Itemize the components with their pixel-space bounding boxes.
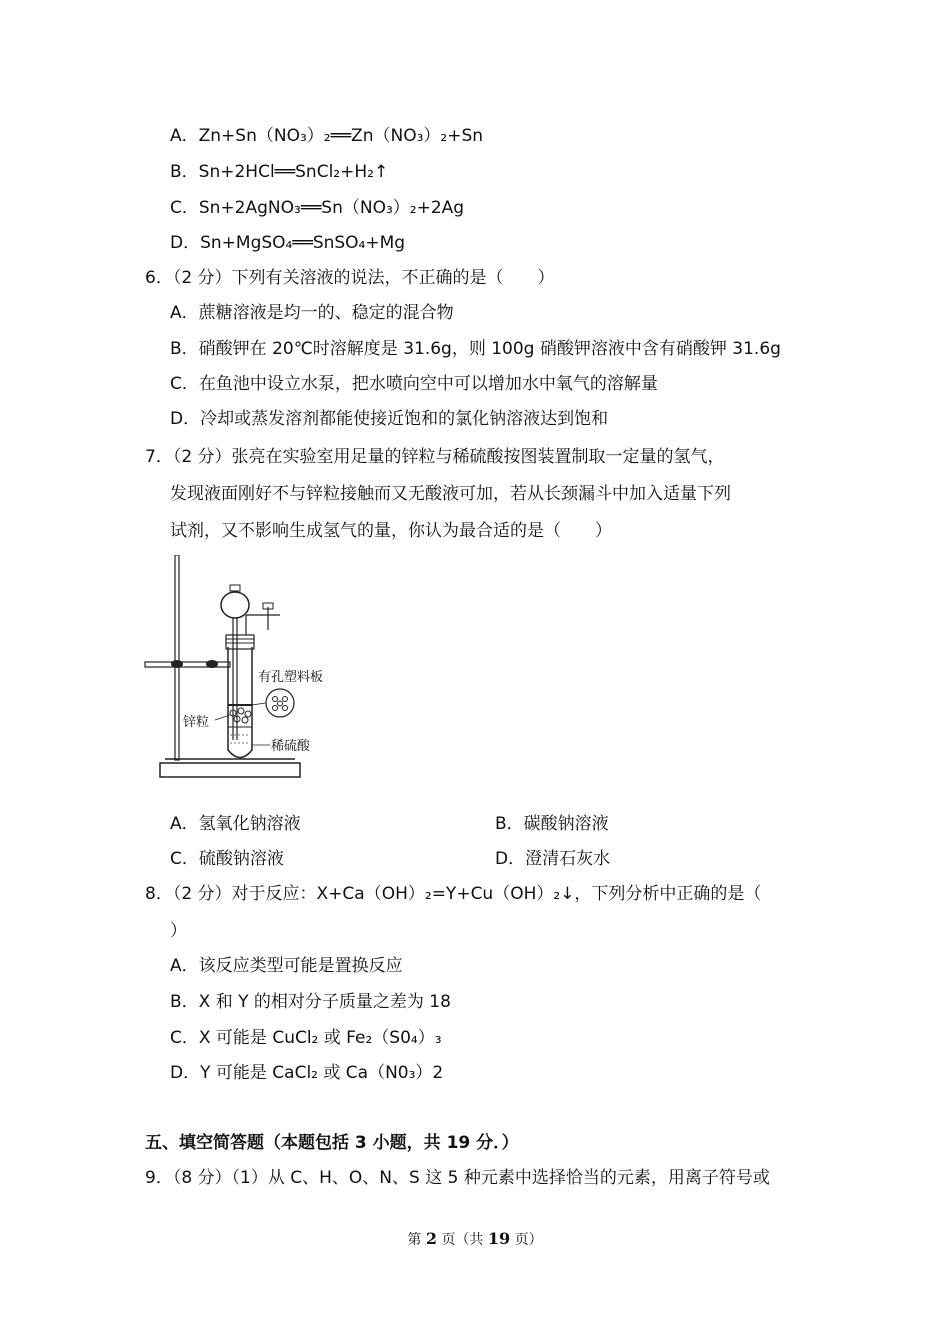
q5-option-d: D．Sn+MgSO₄══SnSO₄+Mg [170, 233, 406, 253]
q8-stem-line2: ） [170, 921, 187, 941]
q8-option-a: A．该反应类型可能是置换反应 [170, 956, 403, 976]
q5-option-b: B．Sn+2HCl══SnCl₂+H₂↑ [170, 162, 389, 182]
page-footer [0, 1229, 950, 1249]
q8-option-d: D．Y 可能是 CaCl₂ 或 Ca（N0₃）2 [170, 1063, 444, 1083]
q6-option-b: B．硝酸钾在 20℃时溶解度是 31.6g，则 100g 硝酸钾溶液中含有硝酸钾 31.6g [170, 339, 781, 359]
hydrogen-apparatus-figure [140, 555, 340, 785]
q6-option-c: C．在鱼池中设立水泵，把水喷向空中可以增加水中氧气的溶解量 [170, 374, 658, 394]
section-heading: 五、填空简答题（本题包括 3 小题，共 19 分．） [145, 1133, 519, 1153]
apparatus-drawing [140, 555, 340, 785]
q5-option-a: A．Zn+Sn（NO₃）₂══Zn（NO₃）₂+Sn [170, 126, 484, 146]
q6-option-d: D．冷却或蒸发溶剂都能使接近饱和的氯化钠溶液达到饱和 [170, 409, 609, 429]
q6-option-a: A．蔗糖溶液是均一的、稳定的混合物 [170, 303, 454, 323]
q7-option-b: B．碳酸钠溶液 [495, 814, 609, 834]
label-zinc: 锌粒 [183, 715, 210, 730]
q7-option-a: A．氢氧化钠溶液 [170, 814, 301, 834]
q9-stem-line1: 9．（8 分）（1）从 C、H、O、N、S 这 5 种元素中选择恰当的元素，用离子符号或 [145, 1168, 770, 1188]
q6-stem: 6．（2 分）下列有关溶液的说法，不正确的是（ ） [145, 268, 555, 288]
q7-stem-line1: 7．（2 分）张亮在实验室用足量的锌粒与稀硫酸按图装置制取一定量的氢气， [145, 447, 725, 467]
q8-stem-line1: 8．（2 分）对于反应：X+Ca（OH）₂=Y+Cu（OH）₂↓，下列分析中正确的是（ [145, 884, 762, 904]
label-acid: 稀硫酸 [271, 739, 311, 754]
q7-option-d: D．澄清石灰水 [495, 849, 611, 869]
footer-middle: 页（共 [441, 1232, 484, 1248]
q8-option-b: B．X 和 Y 的相对分子质量之差为 18 [170, 992, 451, 1012]
footer-prefix: 第 [407, 1232, 422, 1248]
footer-suffix: 页） [514, 1232, 543, 1248]
q7-stem-line2: 发现液面刚好不与锌粒接触而又无酸液可加，若从长颈漏斗中加入适量下列 [170, 484, 731, 504]
q5-option-c: C．Sn+2AgNO₃══Sn（NO₃）₂+2Ag [170, 198, 465, 218]
q8-option-c: C．X 可能是 CuCl₂ 或 Fe₂（S0₄）₃ [170, 1028, 442, 1048]
footer-total-pages: 19 [487, 1229, 511, 1248]
q7-option-c: C．硫酸钠溶液 [170, 849, 284, 869]
label-perforated-plate: 有孔塑料板 [258, 670, 324, 685]
footer-page-number: 2 [425, 1229, 437, 1248]
q7-stem-line3: 试剂，又不影响生成氢气的量，你认为最合适的是（ ） [170, 521, 612, 541]
